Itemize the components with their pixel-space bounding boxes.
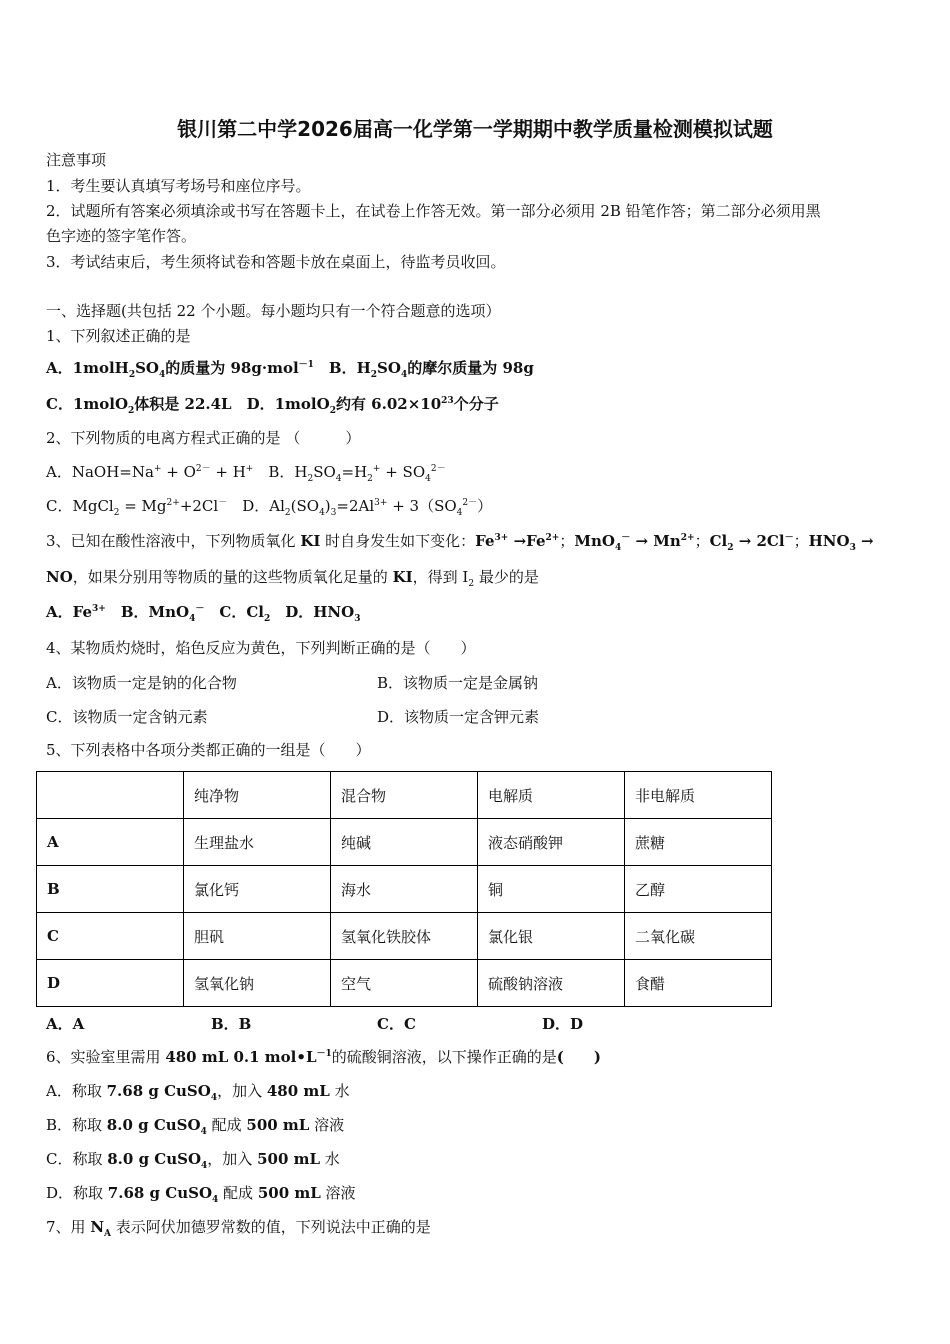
q5-option-c: C．C [377,1015,416,1033]
q4-option-b: B．该物质一定是金属钠 [377,674,539,692]
q1-options-ab: A．$1molH_2SO_4$的质量为 98g·mol$^{-1}$ B．$H_2SO_4$的摩尔质量为 98g [46,359,534,380]
table-cell: 硫酸钠溶液 [478,960,625,1007]
q3-stem: 3、已知在酸性溶液中，下列物质氧化 KI 时自身发生如下变化：$Fe^{3+} \to Fe^{2+}$；$MnO_4^- \to Mn^{2+}$；$Cl_2 \to 2Cl^-$；$HNO_3$ → [46,532,874,553]
table-header-cell: 非电解质 [625,772,772,819]
table-cell: 胆矾 [184,913,331,960]
q5-option-a: A．A [46,1015,85,1033]
q6-option-d: D．称取 7.68 g CuSO$_4$ 配成 500 mL 溶液 [46,1184,356,1205]
notice-item-1: 1．考生要认真填写考场号和座位序号。 [46,177,311,195]
q2-stem: 2、下列物质的电离方程式正确的是 （ ） [46,429,361,447]
q6-option-c: C．称取 8.0 g CuSO$_4$，加入 500 mL 水 [46,1150,340,1171]
q5-stem: 5、下列表格中各项分类都正确的一组是（ ） [46,741,371,759]
notice-heading: 注意事项 [46,151,107,169]
notice-item-2: 2．试题所有答案必须填涂或书写在答题卡上，在试卷上作答无效。第一部分必须用 2B 铅笔作答；第二部分必须用黑 [46,202,821,220]
q5-option-d: D．D [542,1015,584,1033]
table-header-cell: 电解质 [478,772,625,819]
table-row [37,913,772,960]
q6-option-b: B．称取 8.0 g CuSO$_4$ 配成 500 mL 溶液 [46,1116,345,1137]
q4-option-a: A．该物质一定是钠的化合物 [46,674,237,692]
table-cell: 氯化钙 [184,866,331,913]
table-row [37,866,772,913]
table-cell: 纯碱 [331,819,478,866]
q4-option-c: C．该物质一定含钠元素 [46,708,208,726]
q4-stem: 4、某物质灼烧时，焰色反应为黄色，下列判断正确的是（ ） [46,639,476,657]
table-cell: 铜 [478,866,625,913]
table-cell: 食醋 [625,960,772,1007]
table-cell: 氢氧化钠 [184,960,331,1007]
table-header-cell: 混合物 [331,772,478,819]
table-cell: 海水 [331,866,478,913]
table-cell: 空气 [331,960,478,1007]
table-cell: 氢氧化铁胶体 [331,913,478,960]
q3-stem-cont: NO，如果分别用等物质的量的这些物质氧化足量的 KI，得到 $I_2$ 最少的是 [46,568,539,589]
q1-stem: 1、下列叙述正确的是 [46,327,191,345]
q2-options-ab: A．NaOH=Na+ + $O^{2-} + H^+$ B．$H_2SO_4=H_2^+ + SO_4^{2-}$ [46,463,446,484]
q6-stem: 6、实验室里需用 480 mL 0.1 $mol•L^{-1}$的硫酸铜溶液，以下操作正确的是( ) [46,1048,601,1066]
table-cell: 二氧化碳 [625,913,772,960]
table-header-cell: 纯净物 [184,772,331,819]
table-row [37,960,772,1007]
q3-options: A．$Fe^{3+}$ B．MnO$_4$－ C．$Cl_2$ D．$HNO_3$ [46,603,361,624]
q2-options-cd: C．MgCl$_2$ = $Mg^{2+}+2Cl^-$ D．$Al_2(SO_4)_3=2Al^{3+} + 3(SO_4^{2-})$ [46,497,493,518]
table-row-label: C [37,913,184,960]
page-title: 银川第二中学2026届高一化学第一学期期中教学质量检测模拟试题 [177,117,773,141]
q6-option-a: A．称取 7.68 g CuSO$_4$，加入 480 mL 水 [46,1082,350,1103]
table-cell: 蔗糖 [625,819,772,866]
q4-option-d: D．该物质一定含钾元素 [377,708,540,726]
q7-stem: 7、用 $N_A$ 表示阿伏加德罗常数的值，下列说法中正确的是 [46,1218,431,1239]
table-cell: 乙醇 [625,866,772,913]
table-row-label: D [37,960,184,1007]
notice-item-2-cont: 色字迹的签字笔作答。 [46,227,197,245]
table-header-row [37,772,772,819]
table-cell: 生理盐水 [184,819,331,866]
section-heading: 一、选择题(共包括 22 个小题。每小题均只有一个符合题意的选项） [46,302,501,320]
table-cell: 液态硝酸钾 [478,819,625,866]
table-cell: 氯化银 [478,913,625,960]
table-row-label: B [37,866,184,913]
notice-item-3: 3．考试结束后，考生须将试卷和答题卡放在桌面上，待监考员收回。 [46,253,506,271]
table-row-label: A [37,819,184,866]
table-row [37,819,772,866]
classification-table [36,771,772,1007]
table-header-cell [37,772,184,819]
q1-options-cd: C．1molO$_2$体积是 22.4L D．1molO$_2$约有 $6.02\times 10^{23}$个分子 [46,395,499,416]
q5-option-b: B．B [211,1015,252,1033]
